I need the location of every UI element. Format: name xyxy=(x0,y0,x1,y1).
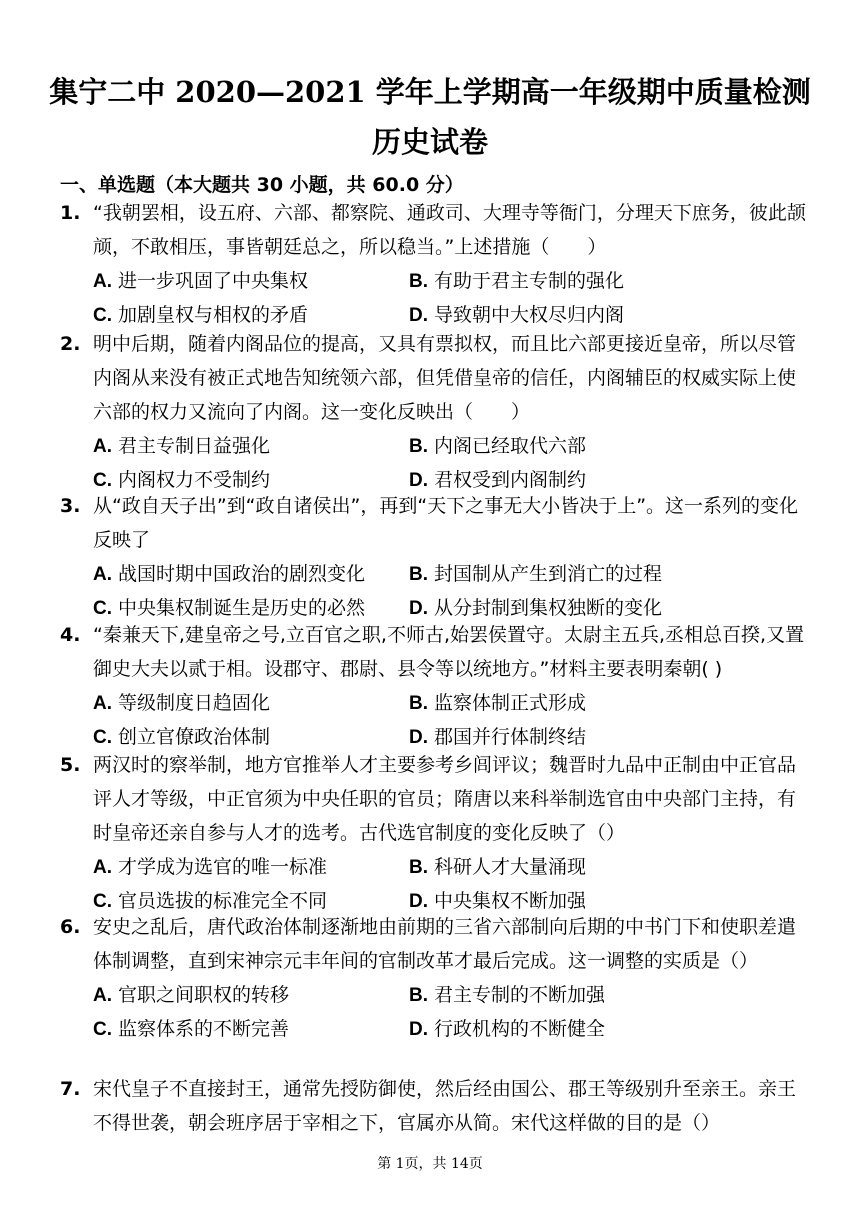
option-b[interactable]: B. 有助于君主专制的强化 xyxy=(409,270,625,292)
question-stem: “我朝罢相，设五府、六部、都察院、通政司、大理寺等衙门，分理天下庶务，彼此颉颃，不敢相压，事皆朝廷总之，所以稳当。”上述措施（ ） xyxy=(93,202,806,258)
options xyxy=(93,264,810,332)
options xyxy=(93,429,810,497)
option-d[interactable]: D. 郡国并行体制终结 xyxy=(409,726,587,748)
option-a[interactable]: A. 进一步巩固了中央集权 xyxy=(93,270,309,292)
option-b[interactable]: B. 封国制从产生到消亡的过程 xyxy=(409,563,663,585)
question-number: 5. xyxy=(60,754,81,776)
exam-subject-title: 历史试卷 xyxy=(371,125,488,159)
option-c[interactable]: C. 官员选拔的标准完全不同 xyxy=(93,890,328,912)
question-stem: 从“政自天子出”到“政自诸侯出”，再到“天下之事无大小皆决于上”。这一系列的变化反映了 xyxy=(93,495,799,551)
question-number: 1. xyxy=(60,202,81,224)
question-stem: 两汉时的察举制，地方官推举人才主要参考乡闾评议；魏晋时九品中正制由中正官品评人才等级，中正官须为中央任职的官员；隋唐以来科举制选官由中央部门主持，有时皇帝还亲自参与人才的选考。古代选官制度的变化反映了（） xyxy=(93,754,797,844)
option-b[interactable]: B. 监察体制正式形成 xyxy=(409,692,587,714)
option-b[interactable]: B. 君主专制的不断加强 xyxy=(409,984,606,1006)
option-a[interactable]: A. 战国时期中国政治的剧烈变化 xyxy=(93,563,366,585)
options xyxy=(93,850,810,918)
question-6 xyxy=(60,910,810,1046)
question-1 xyxy=(60,196,810,332)
option-a[interactable]: A. 君主专制日益强化 xyxy=(93,435,271,457)
option-a[interactable]: A. 等级制度日趋固化 xyxy=(93,692,271,714)
question-stem: 安史之乱后，唐代政治体制逐渐地由前期的三省六部制向后期的中书门下和使职差遣体制调整，直到宋神宗元丰年间的官制改革才最后完成。这一调整的实质是（） xyxy=(93,916,797,972)
question-stem: 明中后期，随着内阁品位的提高，又具有票拟权，而且比六部更接近皇帝，所以尽管内阁从来没有被正式地告知统领六部，但凭借皇帝的信任，内阁辅臣的权威实际上使六部的权力又流向了内阁。这一变化反映出（ ） xyxy=(93,333,797,423)
option-c[interactable]: C. 加剧皇权与相权的矛盾 xyxy=(93,304,309,326)
page-footer: 第 1页，共 14页 xyxy=(377,1156,483,1172)
question-number: 7. xyxy=(60,1078,81,1100)
option-d[interactable]: D. 从分封制到集权独断的变化 xyxy=(409,597,663,619)
option-c[interactable]: C. 创立官僚政治体制 xyxy=(93,726,271,748)
question-number: 3. xyxy=(60,495,81,517)
section-heading: 一、单选题（本大题共 30 小题，共 60.0 分） xyxy=(60,174,464,196)
question-number: 2. xyxy=(60,333,81,355)
question-4 xyxy=(60,618,810,754)
options xyxy=(93,978,810,1046)
option-b[interactable]: B. 内阁已经取代六部 xyxy=(409,435,587,457)
options xyxy=(93,686,810,754)
option-c[interactable]: C. 内阁权力不受制约 xyxy=(93,469,271,491)
question-3 xyxy=(60,489,810,625)
question-stem: 宋代皇子不直接封王，通常先授防御使，然后经由国公、郡王等级别升至亲王。亲王不得世袭，朝会班序居于宰相之下，官属亦从简。宋代这样做的目的是（） xyxy=(93,1078,797,1134)
option-d[interactable]: D. 君权受到内阁制约 xyxy=(409,469,587,491)
question-number: 4. xyxy=(60,624,81,646)
question-stem: “秦兼天下,建皇帝之号,立百官之职,不师古,始罢侯置守。太尉主五兵,丞相总百揆,又置御史大夫以贰于相。设郡守、郡尉、县令等以统地方。”材料主要表明秦朝( ) xyxy=(93,624,805,680)
question-number: 6. xyxy=(60,916,81,938)
option-d[interactable]: D. 中央集权不断加强 xyxy=(409,890,587,912)
exam-title: 集宁二中 2020—2021 学年上学期高一年级期中质量检测 xyxy=(49,75,811,109)
option-b[interactable]: B. 科研人才大量涌现 xyxy=(409,856,587,878)
question-7 xyxy=(60,1072,810,1140)
option-a[interactable]: A. 官职之间职权的转移 xyxy=(93,984,290,1006)
option-a[interactable]: A. 才学成为选官的唯一标准 xyxy=(93,856,328,878)
question-2 xyxy=(60,327,810,497)
option-c[interactable]: C. 中央集权制诞生是历史的必然 xyxy=(93,597,366,619)
option-c[interactable]: C. 监察体系的不断完善 xyxy=(93,1018,290,1040)
option-d[interactable]: D. 行政机构的不断健全 xyxy=(409,1018,606,1040)
question-5 xyxy=(60,748,810,918)
options xyxy=(93,557,810,625)
option-d[interactable]: D. 导致朝中大权尽归内阁 xyxy=(409,304,625,326)
